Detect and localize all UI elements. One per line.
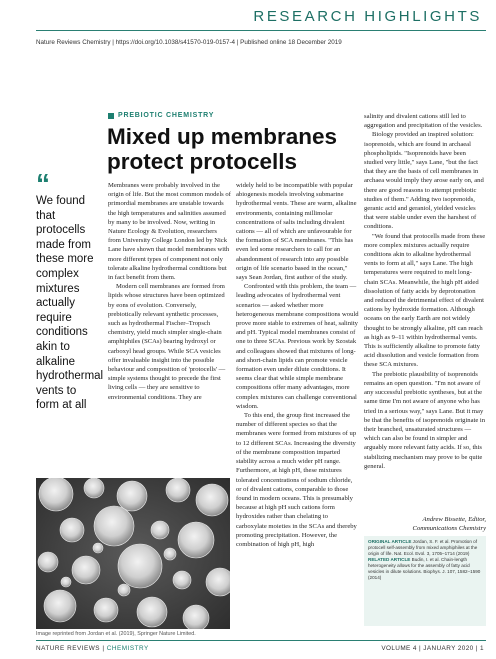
footer-journal-name: NATURE REVIEWS bbox=[36, 645, 101, 652]
quote-mark-icon: “ bbox=[36, 168, 50, 199]
paragraph: Modern cell membranes are formed from lipids whose structures have been optimized by eons of evolution. Conversely, prebiotically relevant synthetic processes, such as hydrothermal Fischer–Tropsch chemistry, yield much simpler single-chain amphiphiles (SCAs) bearing hydroxyl or carboxyl head groups. While SCA vesicles offer invaluable insight into the possible behaviour and composition of 'protocells' — simple systems thought to precede the first living cells — they are sensitive to environmental conditions. They are bbox=[108, 283, 226, 401]
paragraph: Confronted with this problem, the team — leading advocates of hydrothermal vent scenarios — asked whether more heterogeneous membrane compositions would prove more stable to extremes of heat, salinity and pH. Typical model membranes consist of one to three SCAs. Previous work by Szostak and colleagues showed that mixtures of long- and short-chain lipids can promote vesicle formation even under dilute conditions. It seems clear that while simple membrane compositions offer many advantages, more complex mixtures can challenge conventional wisdom. bbox=[236, 283, 359, 410]
pull-quote: We found that protocells made from these more complex mixtures actually require conditions akin to alkaline hydrothermal vents to form at all bbox=[36, 195, 104, 412]
reference-box bbox=[364, 536, 486, 626]
body-column-2 bbox=[236, 181, 359, 637]
original-article-citation[interactable]: Jordan, S. F. et al. Promotion of protocell self-assembly from mixed amphiphiles at the origin of life. Nat. Ecol. Evol. 3, 1705–1714 (2019) bbox=[368, 539, 478, 556]
section-label-group bbox=[108, 112, 214, 119]
paragraph: The prebiotic plausibility of isoprenoids remains an open question. "I'm not aware of any successful prebiotic syntheses, but at the same time I'm not aware of anyone who has tried in a serious way," says Lane. But it may be that the benefits of isoprenoids originate in their branched, unsaturated structures — which can also be found in simpler and arguably more relevant fatty acids. If so, this stabilizing mechanism may prove to be quite general. bbox=[364, 370, 486, 470]
paragraph: widely held to be incompatible with popular abiogenesis models involving submarine hydrothermal vents. These are warm, alkaline environments, containing millimolar concentrations of salts including divalent cations — all of which are unfavourable for the formation of SCA membranes. "This has even led some researchers to call for an abandonment of research into any possible origin of life scenario based in the ocean," says Sean Jordan, first author of the study. bbox=[236, 182, 357, 282]
footer-journal: NATURE REVIEWS | CHEMISTRY bbox=[36, 645, 149, 652]
body-column-3 bbox=[364, 112, 486, 512]
original-article-label: ORIGINAL ARTICLE bbox=[368, 539, 412, 544]
footer-journal-section: CHEMISTRY bbox=[106, 645, 149, 652]
related-article-label: RELATED ARTICLE bbox=[368, 557, 411, 562]
paragraph: Membranes were probably involved in the origin of life. But the most common models of primordial membranes are unstable towards the high temperatures and salinities assumed by many to be involved. Now, writing in Nature Ecology & Evolution, researchers from University College London led by Nick Lane have shown that model membranes with more different types of component not only tolerate alkaline hydrothermal conditions but in fact benefit from them. bbox=[108, 182, 231, 282]
paragraph: To this end, the group first increased the number of different species so that the membranes were formed from mixtures of up to 12 different SCAs. Increasing the diversity of the membrane composition imparted stability across a much wider pH range. Furthermore, at high pH, these mixtures tolerated concentrations of sodium chloride, or of divalent cations, comparable to those found in modern oceans. This is presumably because at high pH such cations form hydroxides rather than chelating to carboxylate moieties in the SCAs and thereby promoting precipitation. However, the combination of high pH, high bbox=[236, 412, 357, 548]
paragraph: "We found that protocells made from these more complex mixtures actually require conditions akin to alkaline hydrothermal vents to form at all," says Lane. The high temperatures were required to melt long-chain SCAs. Meanwhile, the high pH aided dissolution of fatty acids by deprotonation and reduced the detrimental effect of divalent cations by hydroxide formation. Although oceans on the early Earth are not widely thought to be strongly alkaline, pH can reach as high as 9–11 within hydrothermal vents. This is sufficiently alkaline to promote fatty acid dissolution and vesicle formation from these SCA mixtures. bbox=[364, 232, 486, 369]
figure-caption: Image reprinted from Jordan et al. (2019), Springer Nature Limited. bbox=[36, 631, 196, 637]
headline: Mixed up membranes protect protocells bbox=[107, 124, 338, 174]
header-rule bbox=[36, 30, 486, 31]
footer-rule bbox=[36, 640, 486, 641]
article-meta: Nature Reviews Chemistry | https://doi.org/10.1038/s41570-019-0157-4 | Published online 18 December 2019 bbox=[36, 39, 342, 46]
section-label: PREBIOTIC CHEMISTRY bbox=[118, 112, 215, 119]
paragraph: Biology provided an inspired solution: isoprenoids, which are found in archaeal phospholipids. "Isoprenoids have been studied very little," says Lane, "but the fact that they are the basis of cell membranes in archaea would imply they arose early on, and there are good reasons to attempt prebiotic studies of them." Adding two isoprenoids, geranic acid and geraniol, yielded vesicles that were stable under even the harshest of conditions. bbox=[364, 131, 484, 231]
body-column-1 bbox=[108, 181, 231, 471]
vesicle-micrograph-image bbox=[36, 478, 230, 629]
author-affiliation: Communications Chemistry bbox=[412, 524, 486, 532]
related-article-citation[interactable]: Budin, I. et al. Chain-length heterogeneity allows for the assembly of fatty acid vesicles in dilute solutions. Biophys. J. 107, 1582–1590 (2014) bbox=[368, 557, 481, 580]
section-square-icon bbox=[108, 113, 114, 119]
author-signature bbox=[364, 516, 486, 533]
author-name: Andrew Bissette, Editor, bbox=[422, 516, 486, 523]
paragraph: salinity and divalent cations still led to aggregation and precipitation of the vesicles. bbox=[364, 113, 483, 130]
vesicle-micrograph-svg bbox=[36, 478, 230, 629]
footer-issue: VOLUME 4 | JANUARY 2020 | 1 bbox=[381, 645, 484, 652]
journal-section-header: RESEARCH HIGHLIGHTS bbox=[253, 8, 482, 25]
